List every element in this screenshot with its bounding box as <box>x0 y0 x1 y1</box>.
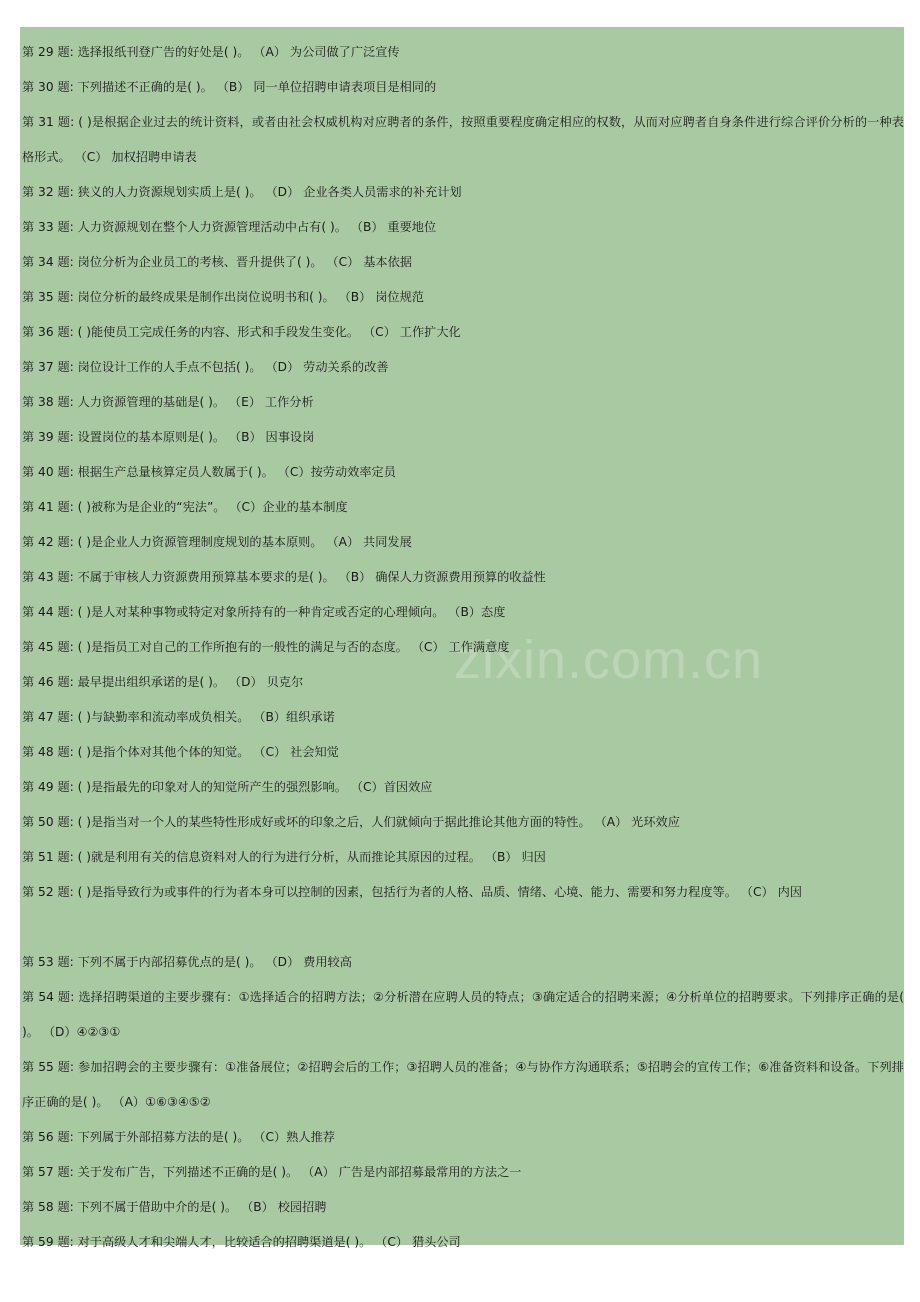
question-32: 第 32 题: 狭义的人力资源规划实质上是( )。 （D） 企业各类人员需求的补充计划 <box>22 185 462 199</box>
document-page <box>20 27 904 1249</box>
question-35: 第 35 题: 岗位分析的最终成果是制作出岗位说明书和( )。 （B） 岗位规范 <box>22 290 424 304</box>
question-40: 第 40 题: 根据生产总量核算定员人数属于( )。 （C）按劳动效率定员 <box>22 465 396 479</box>
question-54: 第 54 题: 选择招聘渠道的主要步骤有：①选择适合的招聘方法；②分析潜在应聘人员的特点；③确定适合的招聘来源；④分析单位的招聘要求。下列排序正确的是( )。 （D）④②③① <box>22 990 904 1039</box>
question-47: 第 47 题: ( )与缺勤率和流动率成负相关。 （B）组织承诺 <box>22 710 335 724</box>
question-30: 第 30 题: 下列描述不正确的是( )。 （B） 同一单位招聘申请表项目是相同的 <box>22 80 437 94</box>
question-59: 第 59 题: 对于高级人才和尖端人才，比较适合的招聘渠道是( )。 （C） 猎头公司 <box>22 1235 461 1249</box>
question-36: 第 36 题: ( )能使员工完成任务的内容、形式和手段发生变化。 （C） 工作扩大化 <box>22 325 461 339</box>
question-39: 第 39 题: 设置岗位的基本原则是( )。 （B） 因事设岗 <box>22 430 315 444</box>
question-50: 第 50 题: ( )是指当对一个人的某些特性形成好或坏的印象之后，人们就倾向于据此推论其他方面的特性。 （A） 光环效应 <box>22 815 680 829</box>
question-56: 第 56 题: 下列属于外部招募方法的是( )。 （C）熟人推荐 <box>22 1130 335 1144</box>
question-46: 第 46 题: 最早提出组织承诺的是( )。 （D） 贝克尔 <box>22 675 304 689</box>
question-42: 第 42 题: ( )是企业人力资源管理制度规划的基本原则。 （A） 共同发展 <box>22 535 412 549</box>
question-55: 第 55 题: 参加招聘会的主要步骤有：①准备展位；②招聘会后的工作；③招聘人员的准备；④与协作方沟通联系；⑤招聘会的宣传工作；⑥准备资料和设备。下列排序正确的是( )。 （A）①⑥③④⑤② <box>22 1060 904 1109</box>
question-53: 第 53 题: 下列不属于内部招募优点的是( )。 （D） 费用较高 <box>22 955 352 969</box>
watermark: zixin.com.cn <box>454 630 764 690</box>
question-41: 第 41 题: ( )被称为是企业的“宪法”。 （C）企业的基本制度 <box>22 500 348 514</box>
question-34: 第 34 题: 岗位分析为企业员工的考核、晋升提供了( )。 （C） 基本依据 <box>22 255 412 269</box>
question-33: 第 33 题: 人力资源规划在整个人力资源管理活动中占有( )。 （B） 重要地位 <box>22 220 437 234</box>
question-37: 第 37 题: 岗位设计工作的人手点不包括( )。 （D） 劳动关系的改善 <box>22 360 389 374</box>
question-51: 第 51 题: ( )就是利用有关的信息资料对人的行为进行分析，从而推论其原因的过程。 （B） 归因 <box>22 850 546 864</box>
question-29: 第 29 题: 选择报纸刊登广告的好处是( )。 （A） 为公司做了广泛宣传 <box>22 45 400 59</box>
question-49: 第 49 题: ( )是指最先的印象对人的知觉所产生的强烈影响。 （C）首因效应 <box>22 780 433 794</box>
question-31: 第 31 题: ( )是根据企业过去的统计资料，或者由社会权威机构对应聘者的条件，按照重要程度确定相应的权数，从而对应聘者自身条件进行综合评价分析的一种表格形式。 （C） 加权招聘申请表 <box>22 115 904 164</box>
question-44: 第 44 题: ( )是人对某种事物或特定对象所持有的一种肯定或否定的心理倾向。 （B）态度 <box>22 605 506 619</box>
question-52: 第 52 题: ( )是指导致行为或事件的行为者本身可以控制的因素，包括行为者的人格、品质、情绪、心境、能力、需要和努力程度等。 （C） 内因 <box>22 885 802 899</box>
question-58: 第 58 题: 下列不属于借助中介的是( )。 （B） 校园招聘 <box>22 1200 327 1214</box>
question-45: 第 45 题: ( )是指员工对自己的工作所抱有的一般性的满足与否的态度。 （C） 工作满意度 <box>22 640 510 654</box>
question-38: 第 38 题: 人力资源管理的基础是( )。 （E） 工作分析 <box>22 395 314 409</box>
question-43: 第 43 题: 不属于审核人力资源费用预算基本要求的是( )。 （B） 确保人力资源费用预算的收益性 <box>22 570 546 584</box>
question-48: 第 48 题: ( )是指个体对其他个体的知觉。 （C） 社会知觉 <box>22 745 339 759</box>
question-57: 第 57 题: 关于发布广告，下列描述不正确的是( )。 （A） 广告是内部招募最常用的方法之一 <box>22 1165 522 1179</box>
